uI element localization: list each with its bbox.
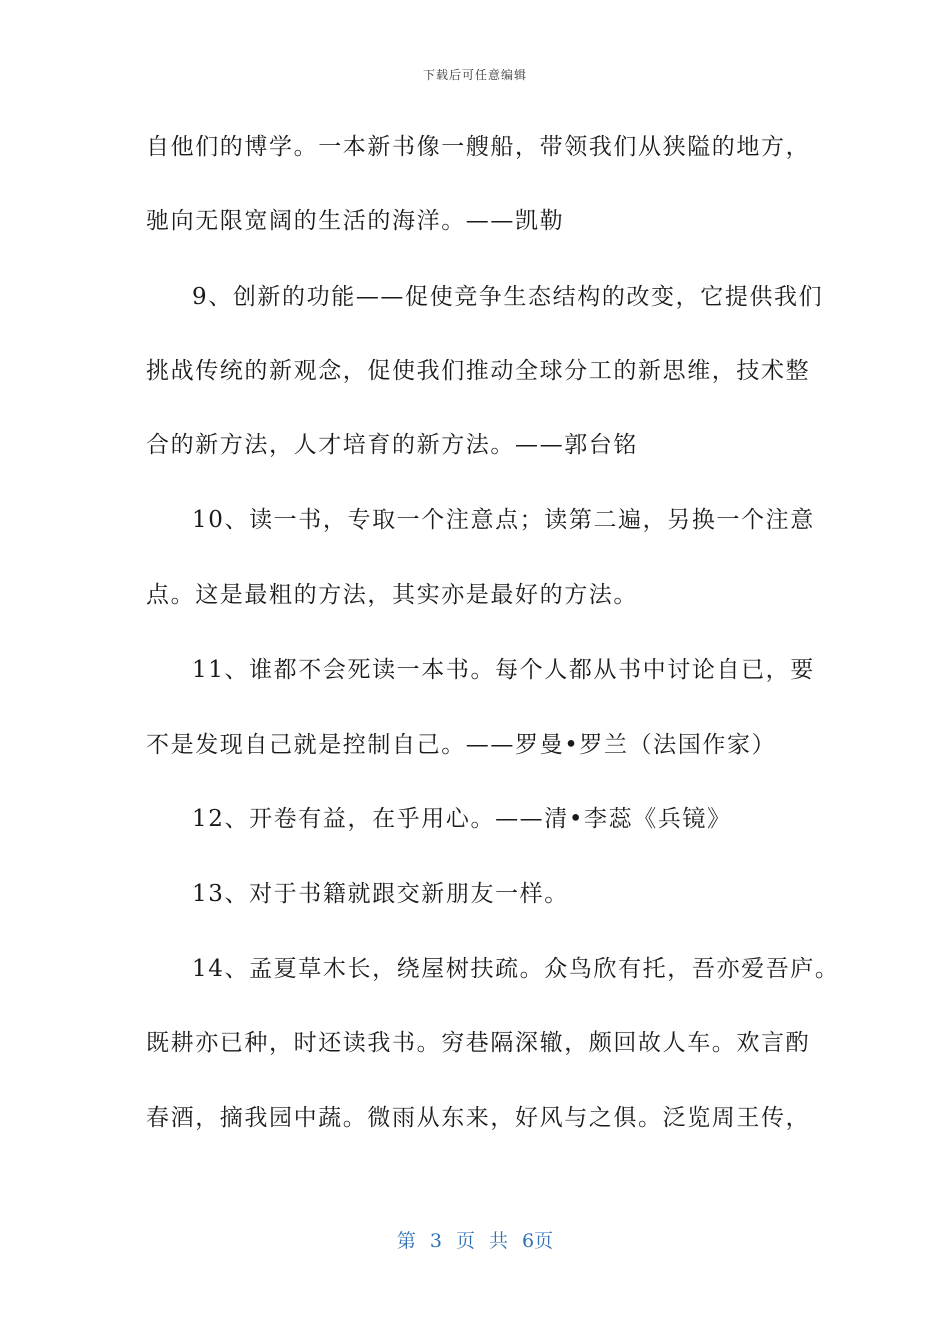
footer-total-pages: 6页 xyxy=(522,1230,554,1252)
text-line: 点。这是最粗的方法，其实亦是最好的方法。 xyxy=(146,582,638,608)
text-line: 驰向无限宽阔的生活的海洋。——凯勒 xyxy=(146,208,565,234)
text-line: 11、谁都不会死读一本书。每个人都从书中讨论自已，要 xyxy=(192,657,815,683)
text-line: 10、读一书，专取一个注意点；读第二遍，另换一个注意 xyxy=(192,507,815,533)
page-footer xyxy=(0,1226,950,1253)
text-line: 自他们的博学。一本新书像一艘船，带领我们从狭隘的地方， xyxy=(146,134,811,160)
text-line: 挑战传统的新观念，促使我们推动全球分工的新思维，技术整 xyxy=(146,358,811,384)
text-line: 春酒，摘我园中蔬。微雨从东来，好风与之俱。泛览周王传， xyxy=(146,1105,811,1131)
text-line: 不是发现自己就是控制自己。——罗曼•罗兰（法国作家） xyxy=(146,732,777,758)
text-line: 13、对于书籍就跟交新朋友一样。 xyxy=(192,881,569,907)
footer-total-prefix: 共 xyxy=(489,1230,509,1252)
footer-prefix: 第 xyxy=(396,1230,416,1252)
text-line: 合的新方法，人才培育的新方法。——郭台铭 xyxy=(146,432,638,458)
text-line: 既耕亦已种，时还读我书。穷巷隔深辙，颇回故人车。欢言酌 xyxy=(146,1030,811,1056)
text-line: 12、开卷有益，在乎用心。——清•李蕊《兵镜》 xyxy=(192,806,732,832)
text-line: 14、孟夏草木长，绕屋树扶疏。众鸟欣有托，吾亦爱吾庐。 xyxy=(192,956,840,982)
page-header: 下载后可任意编辑 xyxy=(422,68,527,82)
footer-page-word: 页 xyxy=(455,1230,475,1252)
footer-page-number: 3 xyxy=(429,1230,442,1252)
text-line: 9、创新的功能——促使竞争生态结构的改变，它提供我们 xyxy=(192,284,824,310)
